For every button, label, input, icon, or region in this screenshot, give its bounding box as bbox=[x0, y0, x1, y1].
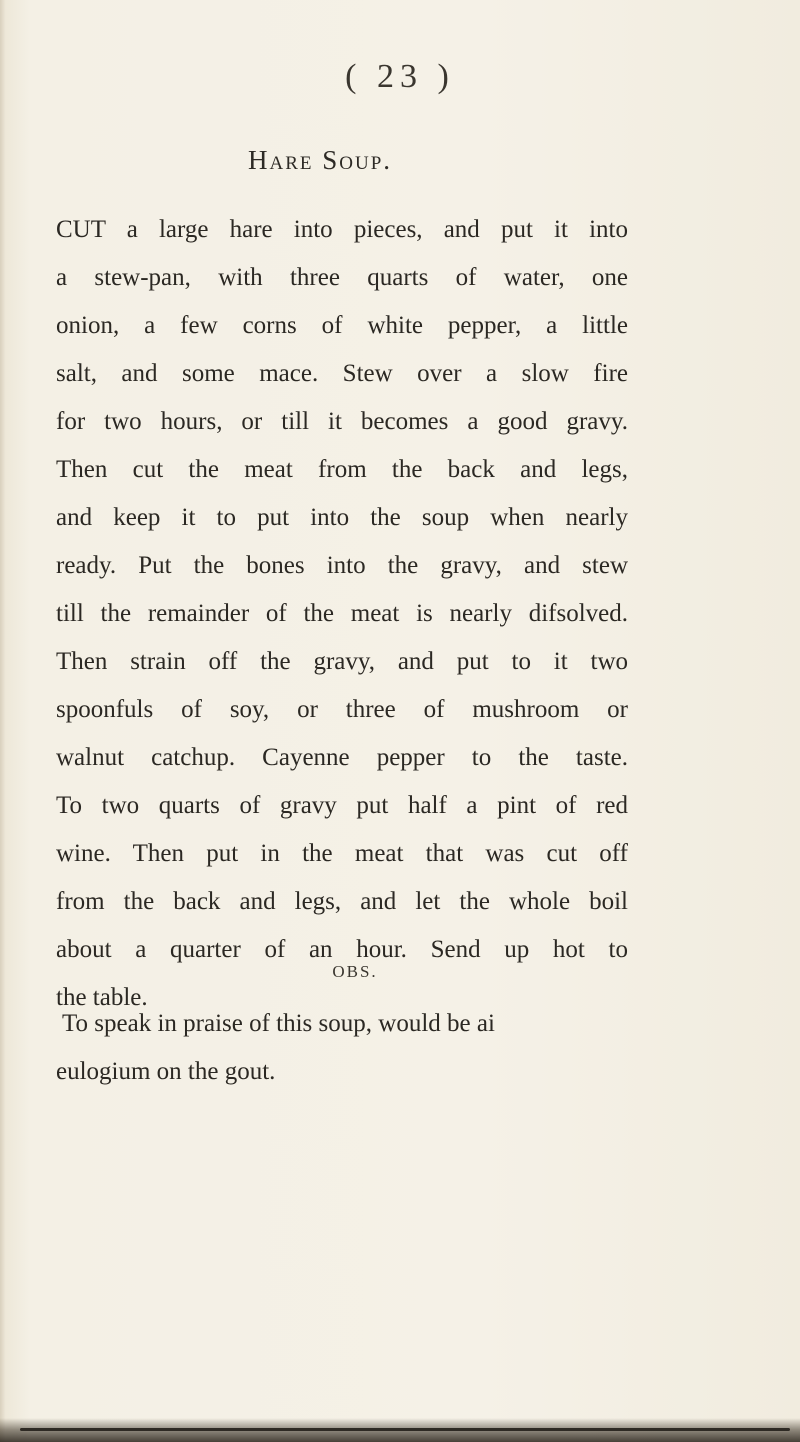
body-line: salt, and some mace. Stew over a slow fire bbox=[56, 360, 628, 387]
body-line: the table. bbox=[56, 984, 148, 1011]
recipe-body bbox=[56, 206, 628, 1022]
page-bottom-rule bbox=[20, 1428, 790, 1431]
body-line: till the remainder of the meat is nearly difsolved. bbox=[56, 600, 628, 627]
body-line: for two hours, or till it becomes a good gravy. bbox=[56, 408, 628, 435]
body-line: about a quarter of an hour. Send up hot to bbox=[56, 936, 628, 963]
note-line: eulogium on the gout. bbox=[56, 1058, 276, 1085]
body-line: CUT a large hare into pieces, and put it into bbox=[56, 216, 628, 243]
page-gutter-shadow bbox=[0, 0, 6, 1442]
body-line: Then cut the meat from the back and legs, bbox=[56, 456, 628, 483]
body-line: ready. Put the bones into the gravy, and stew bbox=[56, 552, 628, 579]
note-line: To speak in praise of this soup, would be ai bbox=[62, 1010, 495, 1037]
body-line: To two quarts of gravy put half a pint of red bbox=[56, 792, 628, 819]
body-line: spoonfuls of soy, or three of mushroom or bbox=[56, 696, 628, 723]
body-line: walnut catchup. Cayenne pepper to the taste. bbox=[56, 744, 628, 771]
obs-heading: OBS. bbox=[332, 962, 378, 981]
recipe-title: Hare Soup. bbox=[247, 145, 393, 175]
observation-note bbox=[56, 1000, 628, 1096]
body-line: a stew-pan, with three quarts of water, one bbox=[56, 264, 628, 291]
body-line: from the back and legs, and let the whole boil bbox=[56, 888, 628, 915]
body-line: Then strain off the gravy, and put to it two bbox=[56, 648, 628, 675]
body-line: onion, a few corns of white pepper, a little bbox=[56, 312, 628, 339]
page-number: ( 23 ) bbox=[345, 58, 455, 95]
body-line: wine. Then put in the meat that was cut off bbox=[56, 840, 628, 867]
body-line: and keep it to put into the soup when nearly bbox=[56, 504, 628, 531]
